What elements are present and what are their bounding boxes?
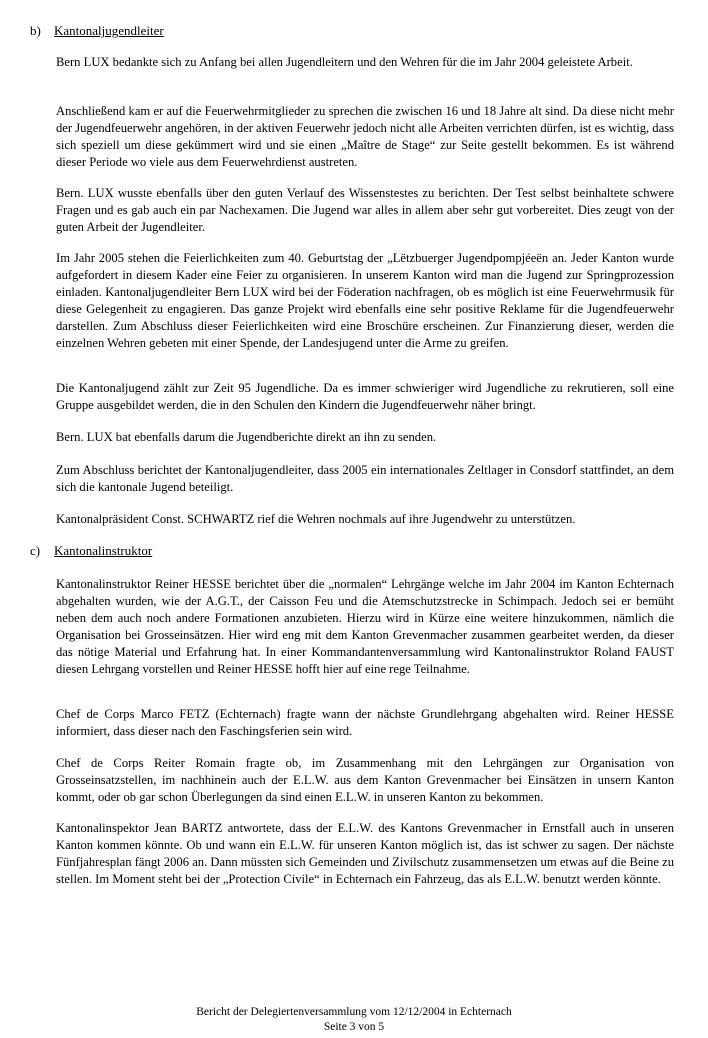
paragraph-c-1: Kantonalinstruktor Reiner HESSE berichtet über die „normalen“ Lehrgänge welche im Jahr 2004 im Kanton Echternach abgehalten wurden, wie der A.G.T., der Caisson Feu und die Atemschutzstrecke in Schimpach. Jedoch sei er bemüht neben dem auch noch andere Formationen anzubieten. Hierzu wird in Kürze eine weitere hinzukommen, nämlich die Organisation bei Grosseinsätzen. Hier wird eng mit dem Kanton Grevenmacher zusammen gearbeitet werden, da dieser das nötige Material und Erfahrung hat. In einer Kommandantenversammlung wird Kantonalinstruktor Roland FAUST diesen Lehrgang vorstellen und Reiner HESSE hofft hier auf eine rege Teilnahme.	[56, 577, 674, 676]
section-b-letter: b)	[30, 23, 41, 38]
section-c-heading	[30, 543, 152, 559]
paragraph-b-4: Im Jahr 2005 stehen die Feierlichkeiten zum 40. Geburtstag der „Lëtzbuerger Jugendpompjéeën an. Jeder Kanton wurde aufgefordert in diesem Kader eine Feier zu organisieren. In unserem Kanton wird man die Jugend zur Springprozession einladen. Kantonaljugendleiter Bern LUX wird bei der Föderation nachfragen, ob es möglich ist eine Feuerwehrmusik für diese Gelegenheit zu engagieren. Das ganze Projekt wird ebenfalls eine sehr positive Reklame für die Jugendfeuerwehr darstellen. Zum Abschluss dieser Feierlichkeiten wird eine Broschüre erscheinen. Zur Finanzierung dieser, werden die einzelnen Wehren gebeten mit einer Spende, der Landesjugend unter die Arme zu greifen.	[56, 251, 674, 350]
paragraph-c-4: Kantonalinspektor Jean BARTZ antwortete, dass der E.L.W. des Kantons Grevenmacher in Ernstfall auch in unseren Kanton kommen könnte. Ob und wann ein E.L.W. für unseren Kanton möglich ist, das ist schwer zu sagen. Der nächste Fünfjahresplan fängt 2006 an. Dann müssten sich Gemeinden und Zivilschutz zusammensetzen um etwas auf die Beine zu stellen. Im Moment steht bei der „Protection Civile“ in Echternach ein Fahrzeug, das als E.L.W. benutzt werden könnte.	[56, 821, 674, 886]
section-c-title: Kantonalinstruktor	[54, 543, 153, 558]
paragraph-b-7: Zum Abschluss berichtet der Kantonaljugendleiter, dass 2005 ein internationales Zeltlager in Consdorf stattfindet, an dem sich die kantonale Jugend beteiligt.	[56, 463, 674, 494]
paragraph-b-1: Bern LUX bedankte sich zu Anfang bei allen Jugendleitern und den Wehren für die im Jahr 2004 geleistete Arbeit.	[56, 55, 633, 69]
section-b-title: Kantonaljugendleiter	[54, 23, 164, 38]
paragraph-b-2: Anschließend kam er auf die Feuerwehrmitglieder zu sprechen die zwischen 16 und 18 Jahre alt sind. Da diese nicht mehr der Jugendfeuerwehr angehören, in der aktiven Feuerwehr jedoch nicht alle Arbeiten verrichten dürfen, ist es wichtig, dass sich speziell um diese gekümmert wird und sie einen „Maître de Stage“ zur Seite gestellt bekommen. Es ist während dieser Periode wo viele aus dem Feuerwehrdienst austreten.	[56, 104, 674, 169]
section-c-letter: c)	[30, 543, 41, 558]
footer-page-number: Seite 3 von 5	[323, 1021, 385, 1033]
paragraph-b-6: Bern. LUX bat ebenfalls darum die Jugendberichte direkt an ihn zu senden.	[56, 430, 437, 444]
paragraph-c-3: Chef de Corps Reiter Romain fragte ob, im Zusammenhang mit den Lehrgängen zur Organisation von Grosseinsatzstellen, im nachhinein auch der E.L.W. aus dem Kanton Grevenmacher bei Einsätzen in unsern Kanton kommt, oder ob gar schon Überlegungen da sind einen E.L.W. in unseren Kanton zu bekommen.	[56, 756, 674, 804]
paragraph-b-8: Kantonalpräsident Const. SCHWARTZ rief die Wehren nochmals auf ihre Jugendwehr zu unterstützen.	[56, 512, 576, 526]
paragraph-c-2: Chef de Corps Marco FETZ (Echternach) fragte wann der nächste Grundlehrgang abgehalten wird. Reiner HESSE informiert, dass dieser nach den Faschingsferien sein wird.	[56, 707, 674, 738]
paragraph-b-5: Die Kantonaljugend zählt zur Zeit 95 Jugendliche. Da es immer schwieriger wird Jugendliche zu rekrutieren, soll eine Gruppe ausgebildet werden, die in den Schulen den Kindern die Jugendfeuerwehr näher bringt.	[56, 381, 674, 412]
section-b-heading	[30, 23, 164, 39]
paragraph-b-3: Bern. LUX wusste ebenfalls über den guten Verlauf des Wissenstestes zu berichten. Der Test selbst beinhaltete schwere Fragen und es gab auch ein par Nachexamen. Die Jugend war alles in allem aber sehr gut vorbereitet. Dies zeugt von der guten Arbeit der Jugendleiter.	[56, 186, 674, 234]
footer-report-title: Bericht der Delegiertenversammlung vom 12/12/2004 in Echternach	[196, 1006, 512, 1018]
